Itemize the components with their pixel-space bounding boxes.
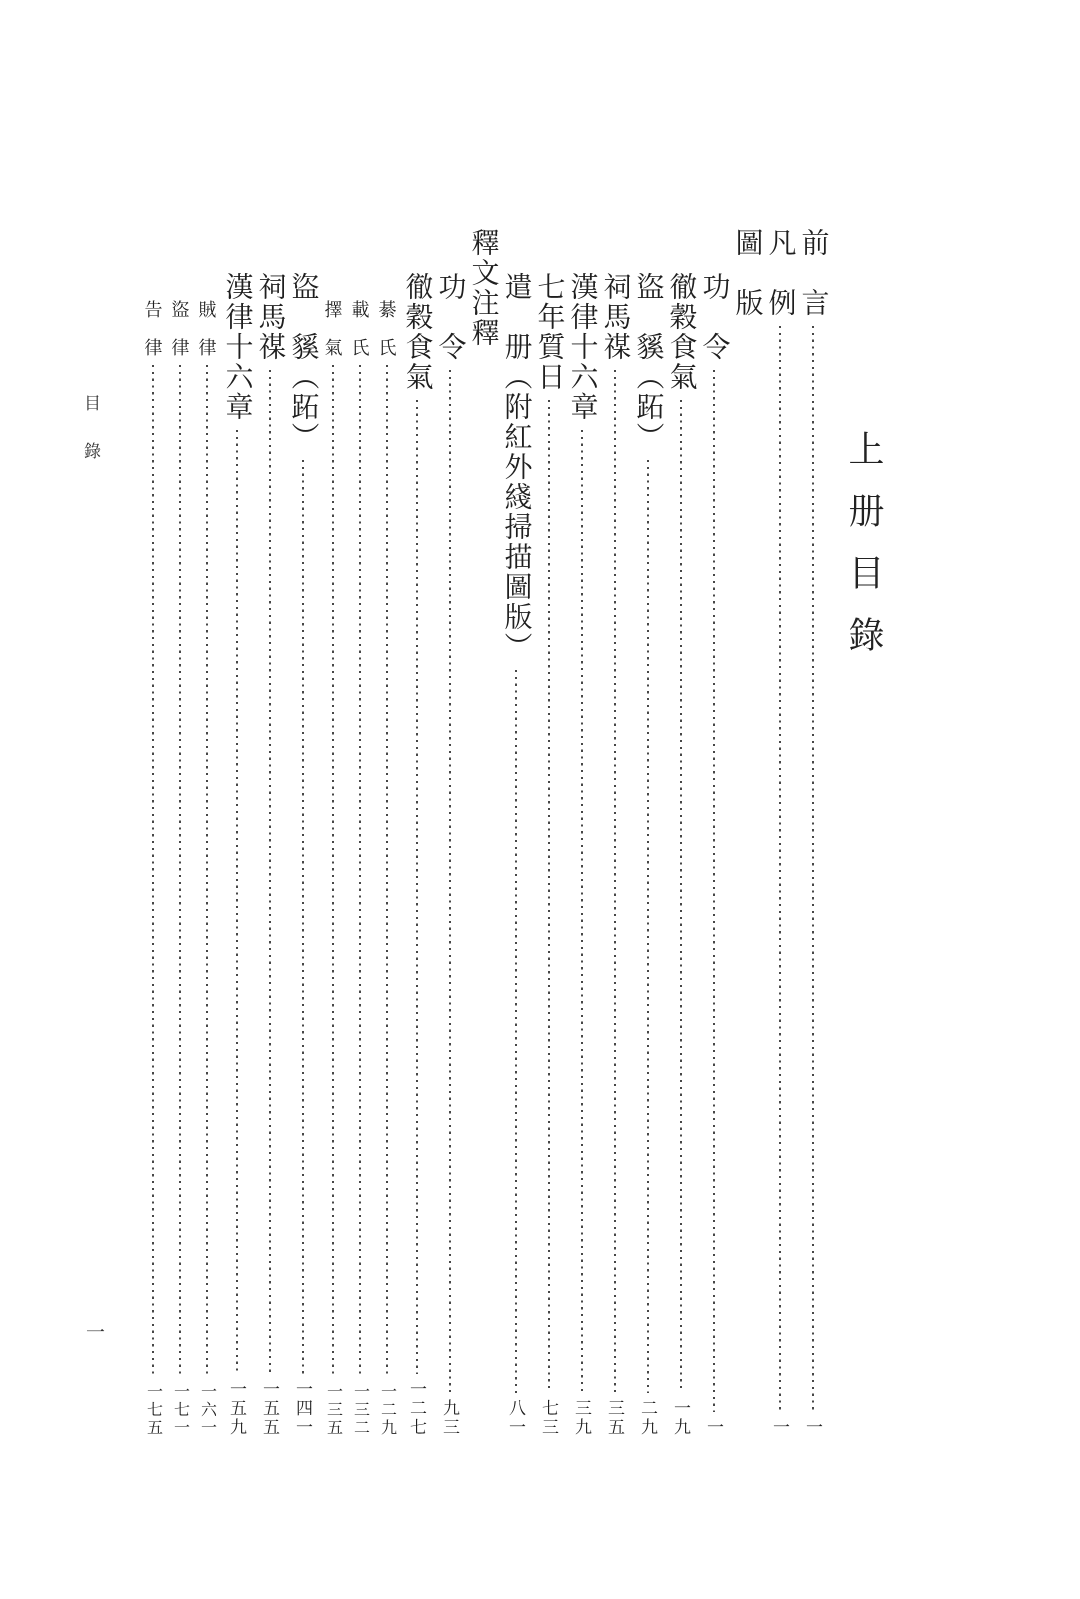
toc-subentry xyxy=(375,228,398,1437)
toc-entry-page: 一 xyxy=(803,1418,822,1437)
toc-section-label: 圖 版 xyxy=(731,228,763,318)
toc-subentry-label: 賊 律 xyxy=(196,300,217,357)
dotted-leader xyxy=(812,326,814,1412)
toc-entry-label: 七年質日 xyxy=(533,272,565,392)
toc-entry-label: 功 令 xyxy=(434,272,466,362)
dotted-leader xyxy=(713,370,715,1412)
toc-entry-page: 一五九 xyxy=(227,1380,246,1437)
toc-entry-page: 九三 xyxy=(440,1399,459,1437)
toc-entry-conventions xyxy=(765,228,794,1437)
toc-entry-page: 三九 xyxy=(572,1399,591,1437)
dotted-leader xyxy=(416,400,418,1374)
toc-entry xyxy=(288,228,317,1437)
dotted-leader xyxy=(152,365,154,1377)
toc-entry-page: 一 xyxy=(704,1418,723,1437)
dotted-leader xyxy=(647,460,649,1393)
toc-entry-page: 一三二 xyxy=(351,1383,369,1437)
dotted-leader xyxy=(332,365,334,1377)
toc-entry-page: 一九 xyxy=(671,1399,690,1437)
toc-subentry-label: 盜 律 xyxy=(169,300,190,357)
toc-entry xyxy=(255,228,284,1437)
toc-entry-label: 遣 册（附紅外綫掃描圖版） xyxy=(500,272,532,662)
toc-entry-label: 祠馬禖 xyxy=(599,272,631,362)
dotted-leader xyxy=(548,400,550,1393)
toc-entry-label: 徹穀食氣 xyxy=(665,272,697,392)
toc-entry-page: 三五 xyxy=(605,1399,624,1437)
dotted-leader xyxy=(581,430,583,1393)
toc-entry xyxy=(534,228,563,1437)
toc-entry xyxy=(402,228,431,1437)
folio-number: 一 xyxy=(83,1322,104,1341)
toc-entry xyxy=(501,228,530,1437)
toc-subentry-label: 告 律 xyxy=(142,300,163,357)
dotted-leader xyxy=(269,370,271,1374)
toc-subentry xyxy=(195,228,218,1437)
running-header: 目錄 xyxy=(81,394,100,490)
toc-entry-page: 一三五 xyxy=(324,1383,342,1437)
dotted-leader xyxy=(179,365,181,1377)
toc-entry xyxy=(435,228,464,1437)
dotted-leader xyxy=(206,365,208,1377)
toc-entry-page: 八一 xyxy=(506,1399,525,1437)
toc-section-label: 釋文注釋 xyxy=(467,228,499,348)
toc-entry-page: 一七五 xyxy=(144,1383,162,1437)
toc-subentry-label: 擇 氣 xyxy=(322,300,343,357)
toc-entry-label: 功 令 xyxy=(698,272,730,362)
toc-subentry xyxy=(141,228,164,1437)
toc-entry xyxy=(699,228,728,1437)
toc-entry-page: 一六一 xyxy=(198,1383,216,1437)
toc-entry-page: 一四一 xyxy=(293,1380,312,1437)
toc-subentry xyxy=(348,228,371,1437)
toc-entry xyxy=(600,228,629,1437)
toc-entry-preface xyxy=(798,228,827,1437)
toc-entry-label: 漢律十六章 xyxy=(566,272,598,422)
dotted-leader xyxy=(515,670,517,1393)
toc-entry-label: 前 言 xyxy=(797,228,829,318)
toc-subentry xyxy=(168,228,191,1437)
toc-section-plates xyxy=(732,228,761,1437)
dotted-leader xyxy=(680,400,682,1393)
dotted-leader xyxy=(449,370,451,1393)
toc-entry-label: 徹穀食氣 xyxy=(401,272,433,392)
toc-entry xyxy=(633,228,662,1437)
toc-entry-page: 一 xyxy=(770,1418,789,1437)
toc-entry-label: 盜 貕（跖） xyxy=(632,272,664,452)
toc-subentry-label: 綦 氏 xyxy=(376,300,397,357)
toc-subentry-label: 載 氏 xyxy=(349,300,370,357)
dotted-leader xyxy=(779,326,781,1412)
toc-subentry xyxy=(321,228,344,1437)
toc-entry xyxy=(666,228,695,1437)
toc-entry-label: 漢律十六章 xyxy=(221,272,253,422)
toc-entry-page: 一二七 xyxy=(407,1380,426,1437)
dotted-leader xyxy=(614,370,616,1393)
dotted-leader xyxy=(302,460,304,1374)
dotted-leader xyxy=(359,365,361,1377)
toc-entry-page: 二九 xyxy=(638,1399,657,1437)
toc-entry xyxy=(567,228,596,1437)
toc-entry-page: 一五五 xyxy=(260,1380,279,1437)
toc-entry-label: 祠馬禖 xyxy=(254,272,286,362)
toc-entry-page: 七三 xyxy=(539,1399,558,1437)
volume-title: 上册目錄 xyxy=(844,430,884,678)
toc-section-transcription xyxy=(468,228,497,1437)
dotted-leader xyxy=(236,430,238,1374)
toc-entry-label: 凡 例 xyxy=(764,228,796,318)
toc-entry xyxy=(222,228,251,1437)
toc-entry-page: 一二九 xyxy=(378,1383,396,1437)
table-of-contents xyxy=(135,228,827,1437)
toc-entry-page: 一七一 xyxy=(171,1383,189,1437)
toc-entry-label: 盜 貕（跖） xyxy=(287,272,319,452)
dotted-leader xyxy=(386,365,388,1377)
